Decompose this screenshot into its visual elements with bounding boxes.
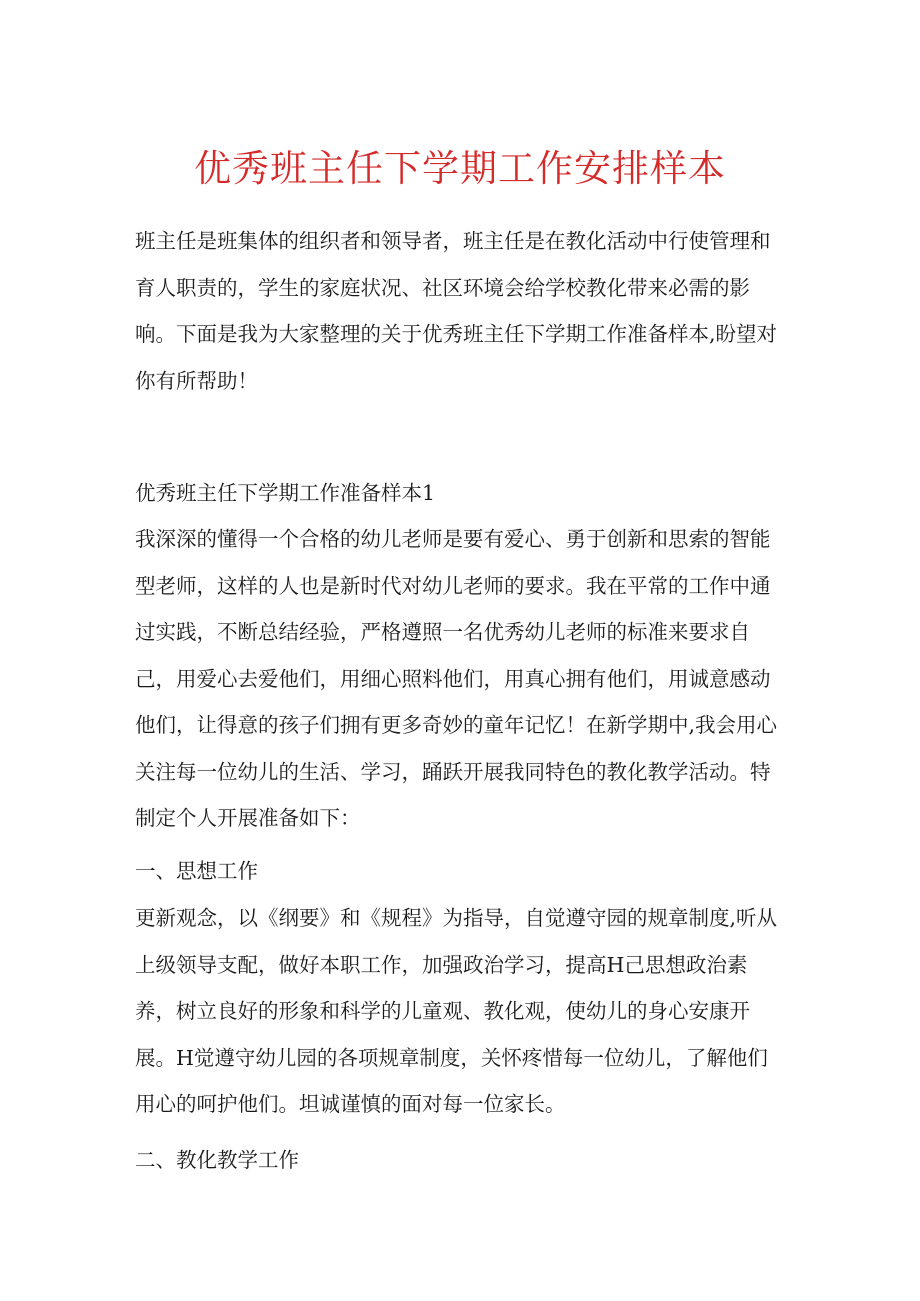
section-body-paragraph: 我深深的懂得一个合格的幼儿老师是要有爱心、勇于创新和思索的智能型老师，这样的人也是新时代对幼儿老师的要求。我在平常的工作中通过实践，不断总结经验，严格遵照一名优秀幼儿老师的标准来要求自己，用爱心去爱他们，用细心照料他们，用真心拥有他们，用诚意感动他们，让得意的孩子们拥有更多奇妙的童年记忆！在新学期中,我会用心关注每一位幼儿的生活、学习，踊跃开展我同特色的教化教学活动。特制定个人开展准备如下： — [135, 527, 778, 830]
thought-work-paragraph: 更新观念，以《纲要》和《规程》为指导，自觉遵守园的规章制度,听从上级领导支配，做好本职工作，加强政治学习，提高H己思想政治素养，树立良好的形象和科学的儿童观、教化观，使幼儿的身心安康开展。H觉遵守幼儿园的各项规章制度，关怀疼惜每一位幼儿，了解他们用心的呵护他们。坦诚谨慎的面对每一位家长。 — [135, 906, 778, 1116]
heading-thought-work: 一、思想工作 — [135, 859, 258, 883]
intro-paragraph: 班主任是班集体的组织者和领导者，班主任是在教化活动中行使管理和育人职责的，学生的家庭状况、社区环境会给学校教化带来必需的影响。下面是我为大家整理的关于优秀班主任下学期工作准备样本,盼望对你有所帮助！ — [135, 229, 778, 393]
section-title: 优秀班主任下学期工作准备样本1 — [135, 481, 436, 505]
heading-teaching-work: 二、教化教学工作 — [135, 1148, 299, 1172]
document-title: 优秀班主任下学期工作安排样本 — [194, 147, 726, 190]
